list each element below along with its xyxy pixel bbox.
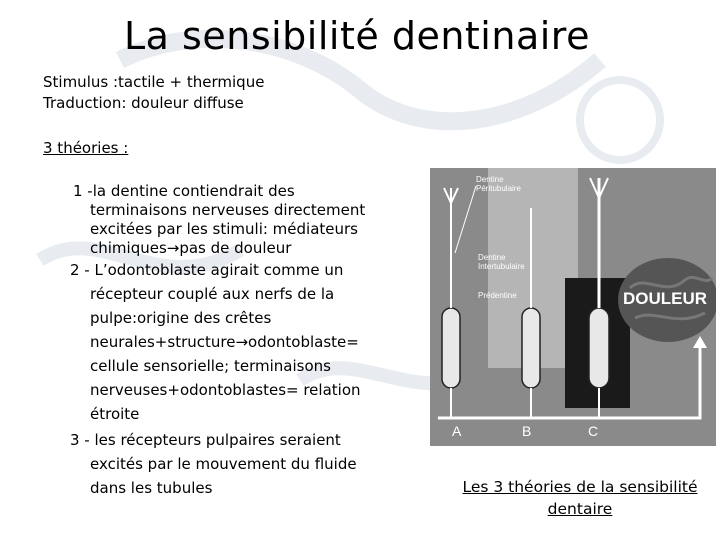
theory-2-line-1: 2 - L’odontoblaste agirait comme un [70,261,344,279]
label-c: C [588,423,599,439]
theory-3-line-1: 3 - les récepteurs pulpaires seraient [70,431,341,449]
theory-2 [70,258,361,426]
label-a: A [452,423,462,439]
dentin-theories-figure [430,168,716,446]
label-intertubulaire: Dentine Intertubulaire [478,253,525,271]
theory-1-line-2: terminaisons nerveuses directement [90,201,366,219]
odontoblast-b [522,308,540,388]
page-title: La sensibilité dentinaire [124,14,590,58]
theory-1-line-4: chimiques→pas de douleur [90,239,292,257]
theory-3 [70,428,357,500]
theory-1 [73,182,365,258]
theory-2-line-7: étroite [90,405,140,423]
theory-2-line-4: neurales+structure→odontoblaste= [90,333,359,351]
theory-2-line-3: pulpe:origine des crêtes [90,309,272,327]
figure-caption: Les 3 théories de la sensibilité dentaire [462,478,698,518]
theory-1-line-1: 1 -la dentine contiendrait des [73,182,295,200]
theory-2-line-5: cellule sensorielle; terminaisons [90,357,331,375]
theory-3-line-2: excités par le mouvement du fluide [90,455,357,473]
theories-heading: 3 théories : [43,139,129,157]
label-b: B [522,423,532,439]
theory-2-line-6: nerveuses+odontoblastes= relation [90,381,361,399]
label-douleur: DOULEUR [623,289,708,308]
label-predentine: Prédentine [478,291,517,300]
odontoblast-c [589,308,609,388]
label-peritubulaire: Dentine Péritubulaire [476,175,521,193]
theory-3-line-3: dans les tubules [90,479,213,497]
traduction-line: Traduction: douleur diffuse [43,94,244,112]
theory-1-line-3: excitées par les stimuli: médiateurs [90,220,359,238]
odontoblast-a [442,308,460,388]
stimulus-line: Stimulus :tactile + thermique [43,73,265,91]
theory-2-line-2: récepteur couplé aux nerfs de la [90,285,335,303]
